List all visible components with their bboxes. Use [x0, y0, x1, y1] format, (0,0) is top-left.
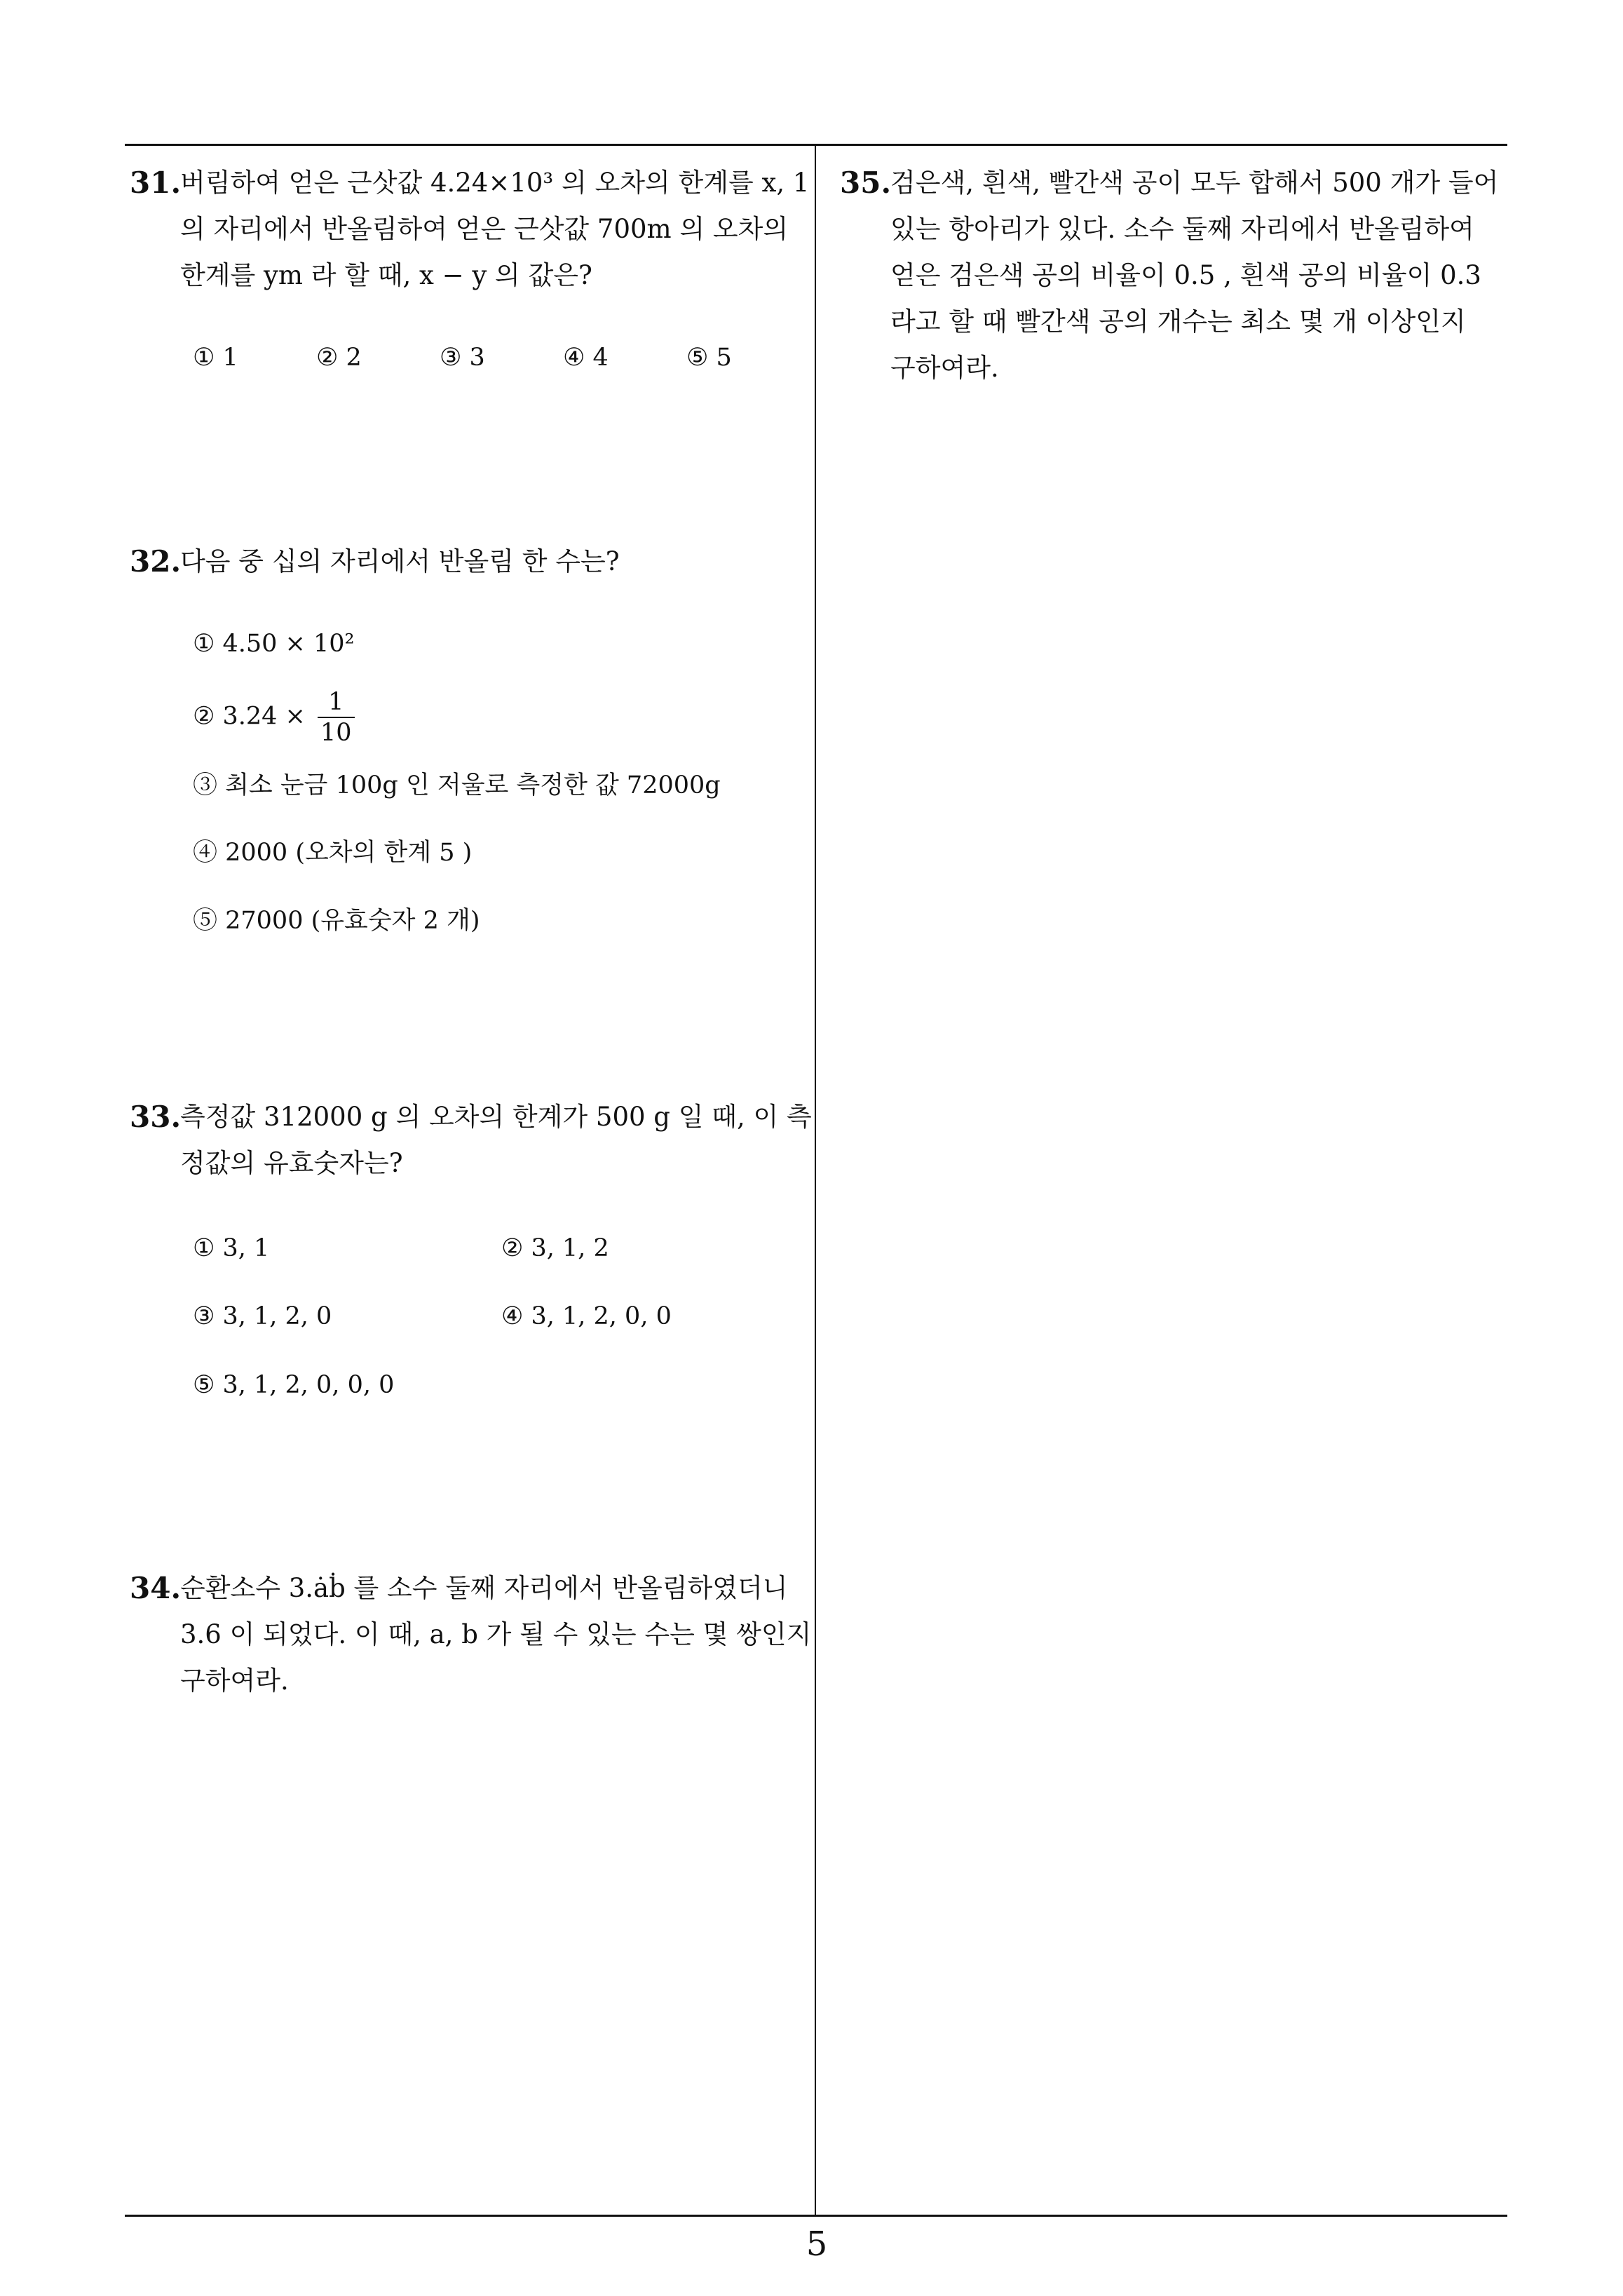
problem-number: 32. — [130, 544, 182, 579]
problem-text-line: 한계를 ym 라 할 때, x − y 의 값은? — [180, 260, 592, 290]
top-rule — [125, 144, 1507, 146]
fraction-denominator: 10 — [320, 719, 352, 747]
problem-text-line: 버림하여 얻은 근삿값 4.24×10³ 의 오차의 한계를 x, 1 — [180, 168, 810, 198]
column-divider — [815, 145, 816, 2215]
choice-3[interactable]: ③ 최소 눈금 100g 인 저울로 측정한 값 72000g — [193, 771, 721, 799]
choice-5[interactable]: ⑤ 27000 (유효숫자 2 개) — [193, 907, 480, 935]
problem-text-line: 검은색, 흰색, 빨간색 공이 모두 합해서 500 개가 들어 — [890, 168, 1499, 198]
problem-34 — [130, 1565, 811, 1704]
problem-31 — [130, 160, 809, 299]
problem-text-line: 있는 항아리가 있다. 소수 둘째 자리에서 반올림하여 — [890, 214, 1474, 244]
problem-text-line: 3.6 이 되었다. 이 때, a, b 가 될 수 있는 수는 몇 쌍인지 — [180, 1619, 812, 1649]
problem-text-line: 정값의 유효숫자는? — [180, 1148, 403, 1178]
choice-4[interactable]: ④ 2000 (오차의 한계 5 ) — [193, 839, 473, 867]
choice-2[interactable]: ② 2 — [316, 344, 362, 372]
problem-text-line: 측정값 312000 g 의 오차의 한계가 500 g 일 때, 이 측 — [180, 1102, 812, 1132]
choice-2-text: ② 3.24 × — [193, 702, 306, 731]
choice-5[interactable]: ⑤ 5 — [686, 344, 732, 372]
problem-text-line: 얻은 검은색 공의 비율이 0.5 , 흰색 공의 비율이 0.3 — [890, 260, 1481, 290]
bottom-rule — [125, 2215, 1507, 2217]
problem-text-line: 순환소수 3.ȧḃ 를 소수 둘째 자리에서 반올림하였더니 — [180, 1573, 788, 1603]
choice-1[interactable]: ① 4.50 × 10² — [193, 630, 355, 658]
choice-1[interactable]: ① 1 — [193, 344, 238, 372]
problem-text-line: 구하여라. — [180, 1666, 289, 1696]
problem-text-line: 구하여라. — [890, 353, 999, 383]
fraction — [318, 687, 355, 748]
choice-1[interactable]: ① 3, 1 — [193, 1234, 270, 1262]
problem-32 — [130, 539, 620, 585]
choice-2[interactable]: ② 3, 1, 2 — [501, 1234, 609, 1262]
fraction-numerator: 1 — [318, 687, 355, 718]
problem-number: 33. — [130, 1100, 182, 1134]
choice-4[interactable]: ④ 4 — [563, 344, 609, 372]
problem-number: 34. — [130, 1571, 182, 1605]
choice-4[interactable]: ④ 3, 1, 2, 0, 0 — [501, 1302, 672, 1330]
problem-33 — [130, 1094, 812, 1187]
problem-35 — [840, 160, 1498, 391]
page-number: 5 — [806, 2224, 828, 2264]
choice-5[interactable]: ⑤ 3, 1, 2, 0, 0, 0 — [193, 1371, 395, 1399]
problem-text-line: 라고 할 때 빨간색 공의 개수는 최소 몇 개 이상인지 — [890, 306, 1466, 337]
problem-text-line: 의 자리에서 반올림하여 얻은 근삿값 700m 의 오차의 — [180, 214, 789, 244]
problem-text-line: 다음 중 십의 자리에서 반올림 한 수는? — [180, 546, 620, 576]
choice-3[interactable]: ③ 3 — [440, 344, 485, 372]
problem-number: 35. — [840, 166, 892, 200]
choice-2[interactable] — [193, 687, 355, 748]
choice-3[interactable]: ③ 3, 1, 2, 0 — [193, 1302, 332, 1330]
problem-number: 31. — [130, 166, 182, 200]
